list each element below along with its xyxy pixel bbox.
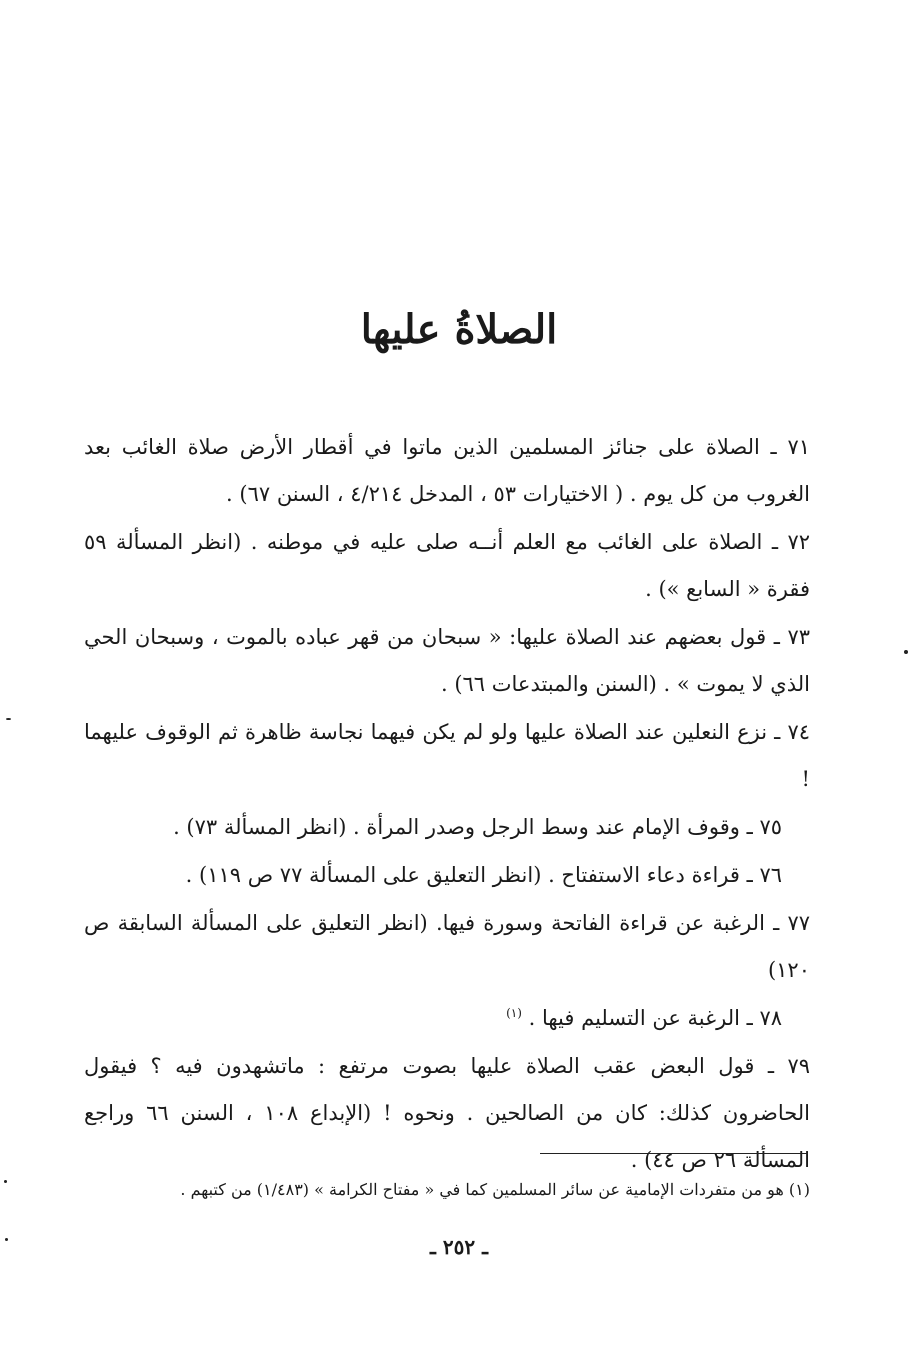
footnote-divider bbox=[540, 1153, 808, 1154]
entry-79: ٧٩ ـ قول البعض عقب الصلاة عليها بصوت مرتفع : ماتشهدون فيه ؟ فيقول الحاضرون كذلك: كان من الصالحين . ونحوه ! (الإبداع ١٠٨ ، السنن ٦٦ وراجع المسألة ٢٦ ص ٤٤) . bbox=[84, 1054, 811, 1172]
entry-72: ٧٢ ـ الصلاة على الغائب مع العلم أنــه صلى عليه في موطنه . (انظر المسألة ٥٩ فقرة « السابع ») . bbox=[84, 530, 810, 601]
footnote-reference: (١) bbox=[506, 1006, 522, 1020]
scan-speck bbox=[6, 718, 11, 720]
entry-75: ٧٥ ـ وقوف الإمام عند وسط الرجل وصدر المرأة . (انظر المسألة ٧٣) . bbox=[173, 815, 782, 839]
scan-speck bbox=[5, 1238, 8, 1241]
entries-list bbox=[84, 424, 810, 1185]
entry-71: ٧١ ـ الصلاة على جنائز المسلمين الذين ماتوا في أقطار الأرض صلاة الغائب بعد الغروب من كل يوم . ( الاختيارات ٥٣ ، المدخل ٤/٢١٤ ، السنن ٦٧) . bbox=[84, 435, 810, 506]
entry-74: ٧٤ ـ نزع النعلين عند الصلاة عليها ولو لم يكن فيهما نجاسة ظاهرة ثم الوقوف عليهما ! bbox=[84, 720, 810, 791]
scan-speck bbox=[4, 1180, 7, 1183]
entry-78-text: ٧٨ ـ الرغبة عن التسليم فيها . bbox=[528, 1006, 782, 1030]
entry-76: ٧٦ ـ قراءة دعاء الاستفتاح . (انظر التعليق على المسألة ٧٧ ص ١١٩) . bbox=[185, 863, 782, 887]
entry-77: ٧٧ ـ الرغبة عن قراءة الفاتحة وسورة فيها. (انظر التعليق على المسألة السابقة ص ١٢٠) bbox=[84, 911, 810, 982]
footnote-text: (١) هو من متفردات الإمامية عن سائر المسلمين كما في « مفتاح الكرامة » (١/٤٨٣) من كتبهم . bbox=[180, 1180, 810, 1199]
entry-73: ٧٣ ـ قول بعضهم عند الصلاة عليها: « سبحان من قهر عباده بالموت ، وسبحان الحي الذي لا يموت » . (السنن والمبتدعات ٦٦) . bbox=[84, 625, 810, 696]
scan-speck bbox=[904, 650, 908, 654]
page-number: ـ ٢٥٢ ـ bbox=[430, 1235, 488, 1259]
entry-78 bbox=[84, 995, 810, 1042]
chapter-title: الصلاةُ عليها bbox=[360, 306, 558, 353]
